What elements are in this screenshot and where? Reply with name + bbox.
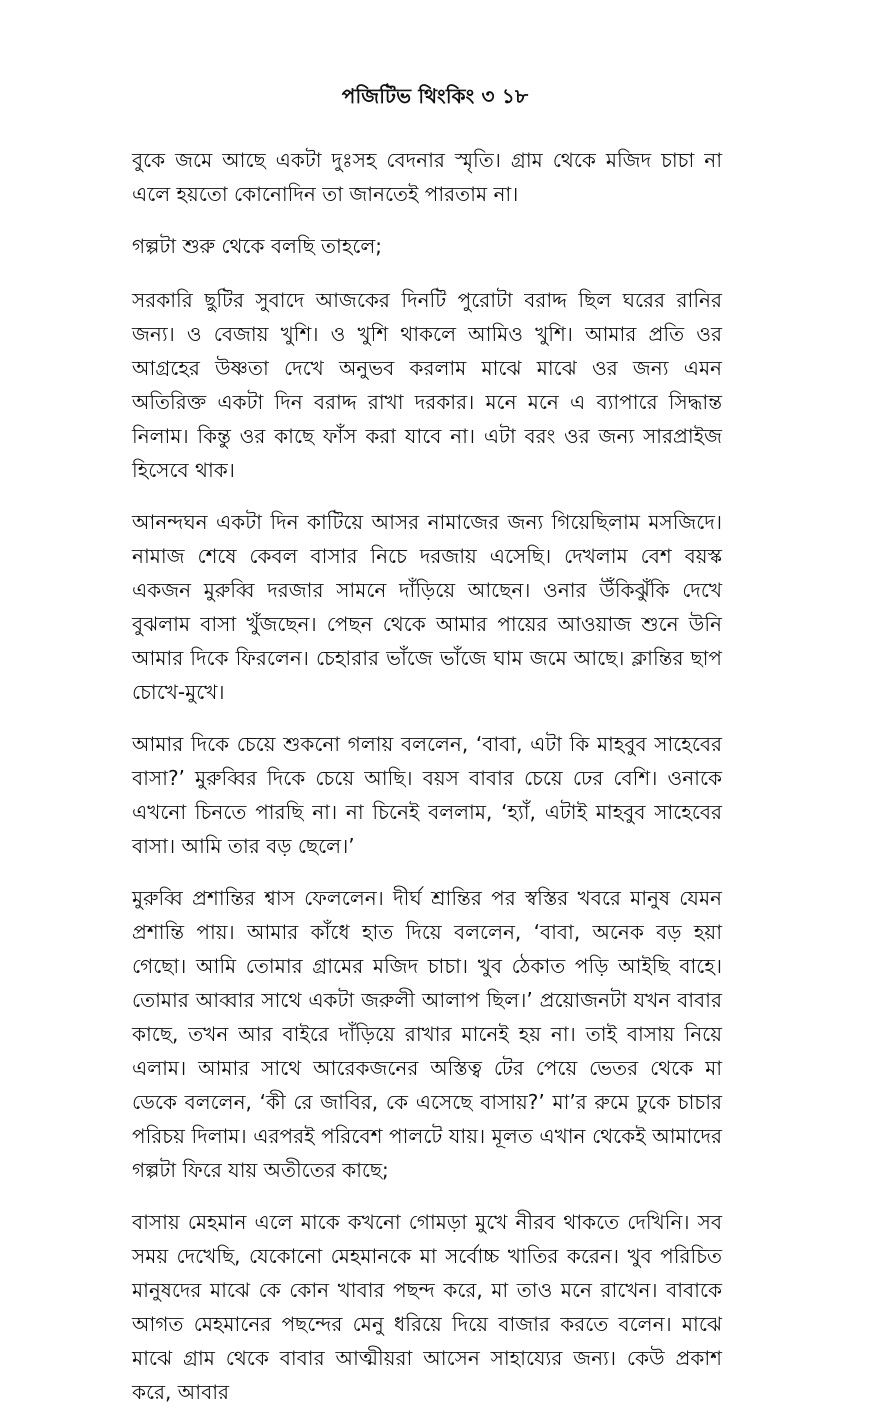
body-text <box>132 143 722 1427</box>
paragraph-5: আমার দিকে চেয়ে শুকনো গলায় বললেন, ‘বাবা, এটা কি মাহবুব সাহেবের বাসা?’ মুরুব্বির দিকে চেয়ে আছি। বয়স বাবার চেয়ে ঢের বেশি। ওনাকে এখনো চিনতে পারছি না। না চিনেই বললাম, ‘হ্যাঁ, এটাই মাহবুব সাহেবের বাসা। আমি তার বড় ছেলে।’ <box>132 732 722 858</box>
paragraph-1: বুকে জমে আছে একটা দুঃসহ বেদনার স্মৃতি। গ্রাম থেকে মজিদ চাচা না এলে হয়তো কোনোদিন তা জানতেই পারতাম না। <box>132 148 722 206</box>
paragraph-2: গল্পটা শুরু থেকে বলছি তাহলে; <box>132 234 383 258</box>
paragraph-3: সরকারি ছুটির সুবাদে আজকের দিনটি পুরোটা বরাদ্দ ছিল ঘরের রানির জন্য। ও বেজায় খুশি। ও খুশি থাকলে আমিও খুশি। আমার প্রতি ওর আগ্রহের উষ্ণতা দেখে অনুভব করলাম মাঝে মাঝে ওর জন্য এমন অতিরিক্ত একটা দিন বরাদ্দ রাখা দরকার। মনে মনে এ ব্যাপারে সিদ্ধান্ত নিলাম। কিন্তু ওর কাছে ফাঁস করা যাবে না। এটা বরং ওর জন্য সারপ্রাইজ হিসেবে থাক। <box>132 288 722 482</box>
paragraph-7: বাসায় মেহমান এলে মাকে কখনো গোমড়া মুখে নীরব থাকতে দেখিনি। সব সময় দেখেছি, যেকোনো মেহমানকে মা সর্বোচ্চ খাতির করেন। খুব পরিচিত মানুষদের মাঝে কে কোন খাবার পছন্দ করে, মা তাও মনে রাখেন। বাবাকে আগত মেহমানের পছন্দের মেনু ধরিয়ে দিয়ে বাজার করতে বলেন। মাঝে মাঝে গ্রাম থেকে বাবার আত্মীয়রা আসেন সাহায্যের জন্য। কেউ প্রকাশ করে, আবার <box>132 1210 722 1404</box>
paragraph-4: আনন্দঘন একটা দিন কাটিয়ে আসর নামাজের জন্য গিয়েছিলাম মসজিদে। নামাজ শেষে কেবল বাসার নিচে দরজায় এসেছি। দেখলাম বেশ বয়স্ক একজন মুরুব্বি দরজার সামনে দাঁড়িয়ে আছেন। ওনার উঁকিঝুঁকি দেখে বুঝলাম বাসা খুঁজছেন। পেছন থেকে আমার পায়ের আওয়াজ শুনে উনি আমার দিকে ফিরলেন। চেহারার ভাঁজে ভাঁজে ঘাম জমে আছে। ক্লান্তির ছাপ চোখে-মুখে। <box>132 510 722 704</box>
running-header: পজিটিভ থিংকিং ৩ ১৮ <box>341 84 529 108</box>
paragraph-6: মুরুব্বি প্রশান্তির শ্বাস ফেললেন। দীর্ঘ শ্রান্তির পর স্বস্তির খবরে মানুষ যেমন প্রশান্তি পায়। আমার কাঁধে হাত দিয়ে বললেন, ‘বাবা, অনেক বড় হয়া গেছো। আমি তোমার গ্রামের মজিদ চাচা। খুব ঠেকাত পড়ি আইছি বাহে। তোমার আব্বার সাথে একটা জরুলী আলাপ ছিল।’ প্রয়োজনটা যখন বাবার কাছে, তখন আর বাইরে দাঁড়িয়ে রাখার মানেই হয় না। তাই বাসায় নিয়ে এলাম। আমার সাথে আরেকজনের অস্তিত্ব টের পেয়ে ভেতর থেকে মা ডেকে বললেন, ‘কী রে জাবির, কে এসেছে বাসায়?’ মা’র রুমে ঢুকে চাচার পরিচয় দিলাম। এরপরই পরিবেশ পালটে যায়। মূলত এখান থেকেই আমাদের গল্পটা ফিরে যায় অতীতের কাছে; <box>132 886 722 1182</box>
